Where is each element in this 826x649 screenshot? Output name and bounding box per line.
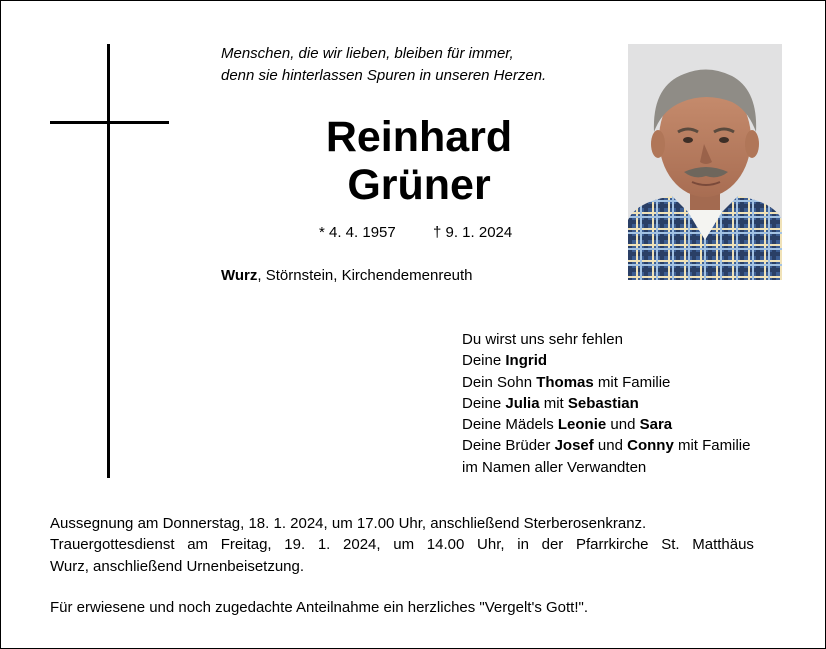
mourners-line (462, 329, 750, 350)
memorial-quote (221, 43, 546, 87)
service-word: 2024, (343, 536, 381, 554)
deceased-name (301, 113, 537, 209)
mourners-line (462, 414, 750, 435)
service-word: 1. (317, 536, 331, 554)
service-word: St. (661, 536, 680, 554)
service-line-justified (50, 534, 754, 555)
mourner-name: Leonie (557, 416, 607, 434)
places-line (221, 267, 473, 284)
birth-date: * 4. 4. 1957 (319, 224, 396, 241)
mourner-name: Ingrid (505, 352, 548, 370)
portrait-photo (628, 44, 782, 280)
death-date: † 9. 1. 2024 (433, 224, 513, 241)
mourners-list (462, 329, 750, 478)
mourners-line (462, 457, 750, 478)
service-details (50, 513, 754, 577)
text: Deine (462, 352, 506, 370)
text: im Namen aller Verwandten (462, 458, 647, 476)
service-word: Trauergottesdienst (50, 536, 175, 554)
mourner-name: Josef (554, 437, 594, 455)
service-line: Wurz, anschließend Urnenbeisetzung. (50, 557, 305, 575)
text: Deine Mädels (462, 416, 558, 434)
text: Deine Brüder (462, 437, 555, 455)
mourner-name: Conny (627, 437, 674, 455)
mourner-name: Sebastian (567, 394, 639, 412)
quote-line: denn sie hinterlassen Spuren in unseren Herzen. (221, 67, 547, 84)
service-word: in (517, 536, 529, 554)
mourner-name: Julia (505, 394, 540, 412)
place-main: Wurz (221, 267, 258, 284)
first-name: Reinhard (325, 113, 513, 161)
cross-vertical-beam (107, 44, 110, 478)
text: Dein Sohn (462, 373, 537, 391)
service-word: Uhr, (477, 536, 505, 554)
text: mit Familie (593, 373, 671, 391)
mourners-line (462, 350, 750, 371)
service-word: Matthäus (692, 536, 754, 554)
portrait-image (628, 44, 782, 280)
quote-line: Menschen, die wir lieben, bleiben für immer, (221, 45, 514, 62)
mourner-name: Sara (639, 416, 673, 434)
cross-horizontal-beam (50, 121, 169, 124)
mourner-name: Thomas (536, 373, 594, 391)
mourners-line (462, 393, 750, 414)
last-name: Grüner (347, 161, 491, 209)
text: mit Familie (673, 437, 751, 455)
mourners-line (462, 435, 750, 456)
thanks-line: Für erwiesene und noch zugedachte Anteilnahme ein herzliches "Vergelt's Gott!". (50, 599, 588, 616)
service-word: Freitag, (220, 536, 272, 554)
text: und (593, 437, 628, 455)
service-word: um (393, 536, 415, 554)
place-rest: , Störnstein, Kirchendemenreuth (257, 267, 473, 284)
mourners-line (462, 372, 750, 393)
service-word: der (541, 536, 564, 554)
service-word: 14.00 (426, 536, 465, 554)
service-word: Pfarrkirche (575, 536, 649, 554)
service-word: am (187, 536, 209, 554)
text: mit (539, 394, 568, 412)
service-word: 19. (284, 536, 306, 554)
text: Deine (462, 394, 506, 412)
service-line: Aussegnung am Donnerstag, 18. 1. 2024, um 17.00 Uhr, anschließend Sterberosenkranz. (50, 515, 647, 532)
text: Du wirst uns sehr fehlen (462, 331, 623, 348)
text: und (606, 416, 640, 434)
